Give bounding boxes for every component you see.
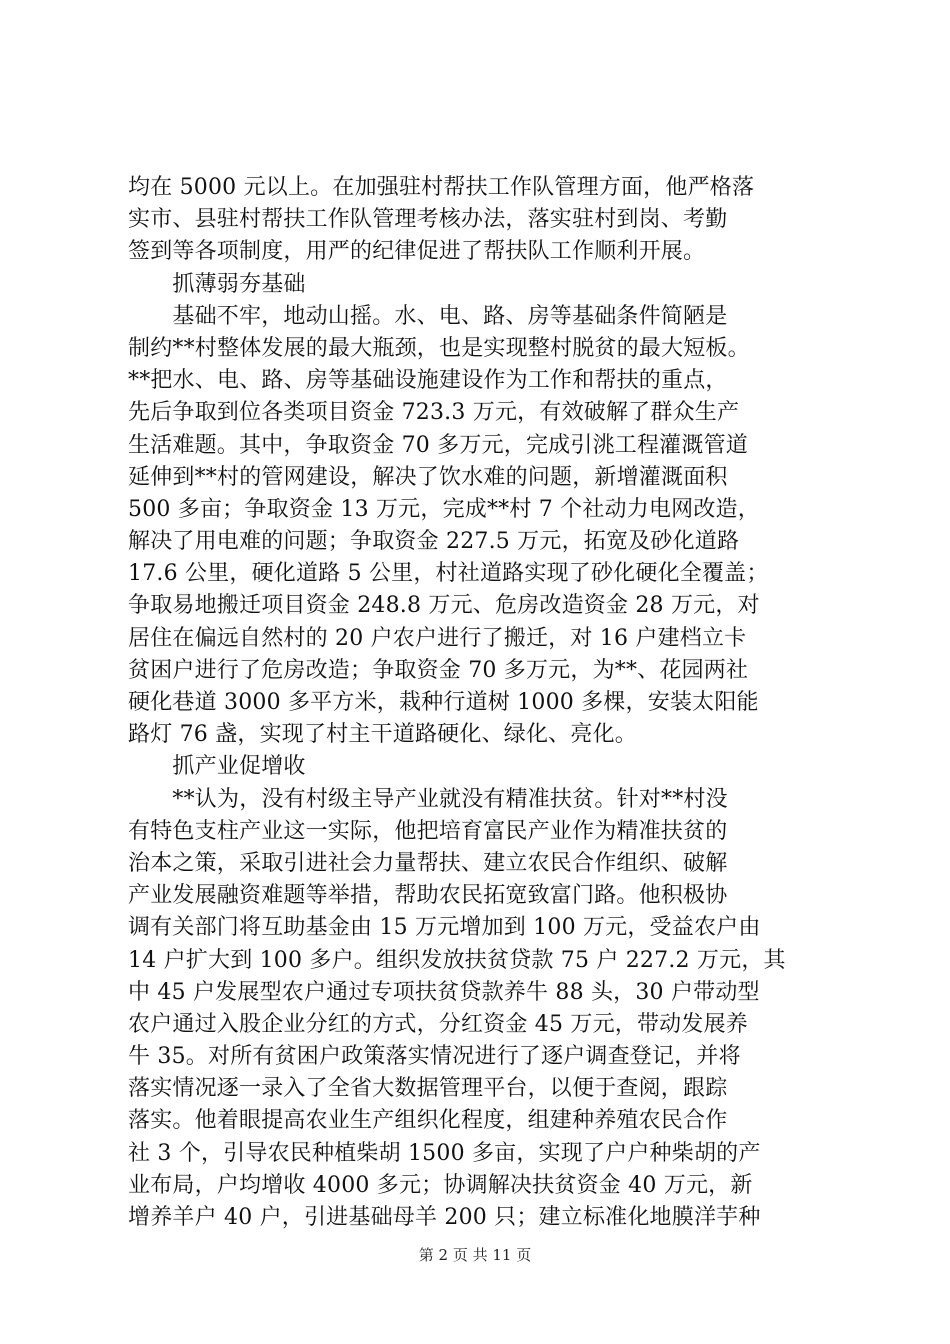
text-line: 解决了用电难的问题；争取资金 227.5 万元，拓宽及砂化道路 bbox=[128, 529, 740, 555]
text-line: 14 户扩大到 100 多户。组织发放扶贫贷款 75 户 227.2 万元，其 bbox=[128, 947, 786, 973]
text-line: 居住在偏远自然村的 20 户农户进行了搬迁，对 16 户建档立卡 bbox=[128, 625, 747, 651]
text-line: 社 3 个，引导农民种植柴胡 1500 多亩，实现了户户种柴胡的产 bbox=[128, 1140, 761, 1166]
text-line: 落实。他着眼提高农业生产组织化程度，组建种养殖农民合作 bbox=[128, 1108, 728, 1134]
text-line: 农户通过入股企业分红的方式，分红资金 45 万元，带动发展养 bbox=[128, 1011, 748, 1037]
text-line: 实市、县驻村帮扶工作队管理考核办法，落实驻村到岗、考勤 bbox=[128, 207, 728, 233]
text-line: 500 多亩；争取资金 13 万元，完成**村 7 个社动力电网改造， bbox=[128, 496, 760, 522]
text-line: 贫困户进行了危房改造；争取资金 70 多万元，为**、花园两社 bbox=[128, 657, 749, 683]
text-line: 先后争取到位各类项目资金 723.3 万元，有效破解了群众生产 bbox=[128, 400, 740, 426]
text-line: 签到等各项制度，用严的纪律促进了帮扶队工作顺利开展。 bbox=[128, 239, 706, 265]
text-line: **把水、电、路、房等基础设施建设作为工作和帮扶的重点， bbox=[128, 368, 728, 394]
text-line: 均在 5000 元以上。在加强驻村帮扶工作队管理方面，他严格落 bbox=[128, 175, 755, 200]
section-heading: 抓薄弱夯基础 bbox=[128, 271, 306, 297]
text-line: 牛 35。对所有贫困户政策落实情况进行了逐户调查登记，并将 bbox=[128, 1044, 741, 1070]
text-line: 治本之策，采取引进社会力量帮扶、建立农民合作组织、破解 bbox=[128, 850, 728, 876]
body-text bbox=[128, 172, 836, 1234]
page-footer bbox=[0, 1244, 950, 1265]
text-line: 中 45 户发展型农户通过专项扶贫贷款养牛 88 头，30 户带动型 bbox=[128, 979, 760, 1005]
text-line: 路灯 76 盏，实现了村主干道路硬化、绿化、亮化。 bbox=[128, 722, 637, 748]
text-line: 争取易地搬迁项目资金 248.8 万元、危房改造资金 28 万元，对 bbox=[128, 593, 760, 619]
text-line: 落实情况逐一录入了全省大数据管理平台，以便于查阅，跟踪 bbox=[128, 1076, 728, 1102]
page-number: 第 2 页 共 11 页 bbox=[418, 1246, 532, 1264]
text-line: 增养羊户 40 户，引进基础母羊 200 只；建立标准化地膜洋芋种 bbox=[128, 1205, 761, 1230]
text-line: **认为，没有村级主导产业就没有精准扶贫。针对**村没 bbox=[128, 786, 728, 812]
text-line: 硬化巷道 3000 多平方米，栽种行道树 1000 多棵，安装太阳能 bbox=[128, 690, 759, 715]
text-line: 调有关部门将互助基金由 15 万元增加到 100 万元，受益农户由 bbox=[128, 915, 761, 941]
text-line: 延伸到**村的管网建设，解决了饮水难的问题，新增灌溉面积 bbox=[128, 464, 728, 490]
text-line: 17.6 公里，硬化道路 5 公里，村社道路实现了砂化硬化全覆盖； bbox=[128, 561, 769, 587]
section-heading: 抓产业促增收 bbox=[128, 754, 306, 780]
text-line: 生活难题。其中，争取资金 70 多万元，完成引洮工程灌溉管道 bbox=[128, 432, 748, 458]
text-line: 业布局，户均增收 4000 多元；协调解决扶贫资金 40 万元，新 bbox=[128, 1172, 753, 1198]
text-line: 基础不牢，地动山摇。水、电、路、房等基础条件简陋是 bbox=[128, 303, 728, 329]
text-line: 制约**村整体发展的最大瓶颈，也是实现整村脱贫的最大短板。 bbox=[128, 335, 750, 361]
text-line: 有特色支柱产业这一实际，他把培育富民产业作为精准扶贫的 bbox=[128, 818, 728, 844]
text-line: 产业发展融资难题等举措，帮助农民拓宽致富门路。他积极协 bbox=[128, 883, 728, 909]
